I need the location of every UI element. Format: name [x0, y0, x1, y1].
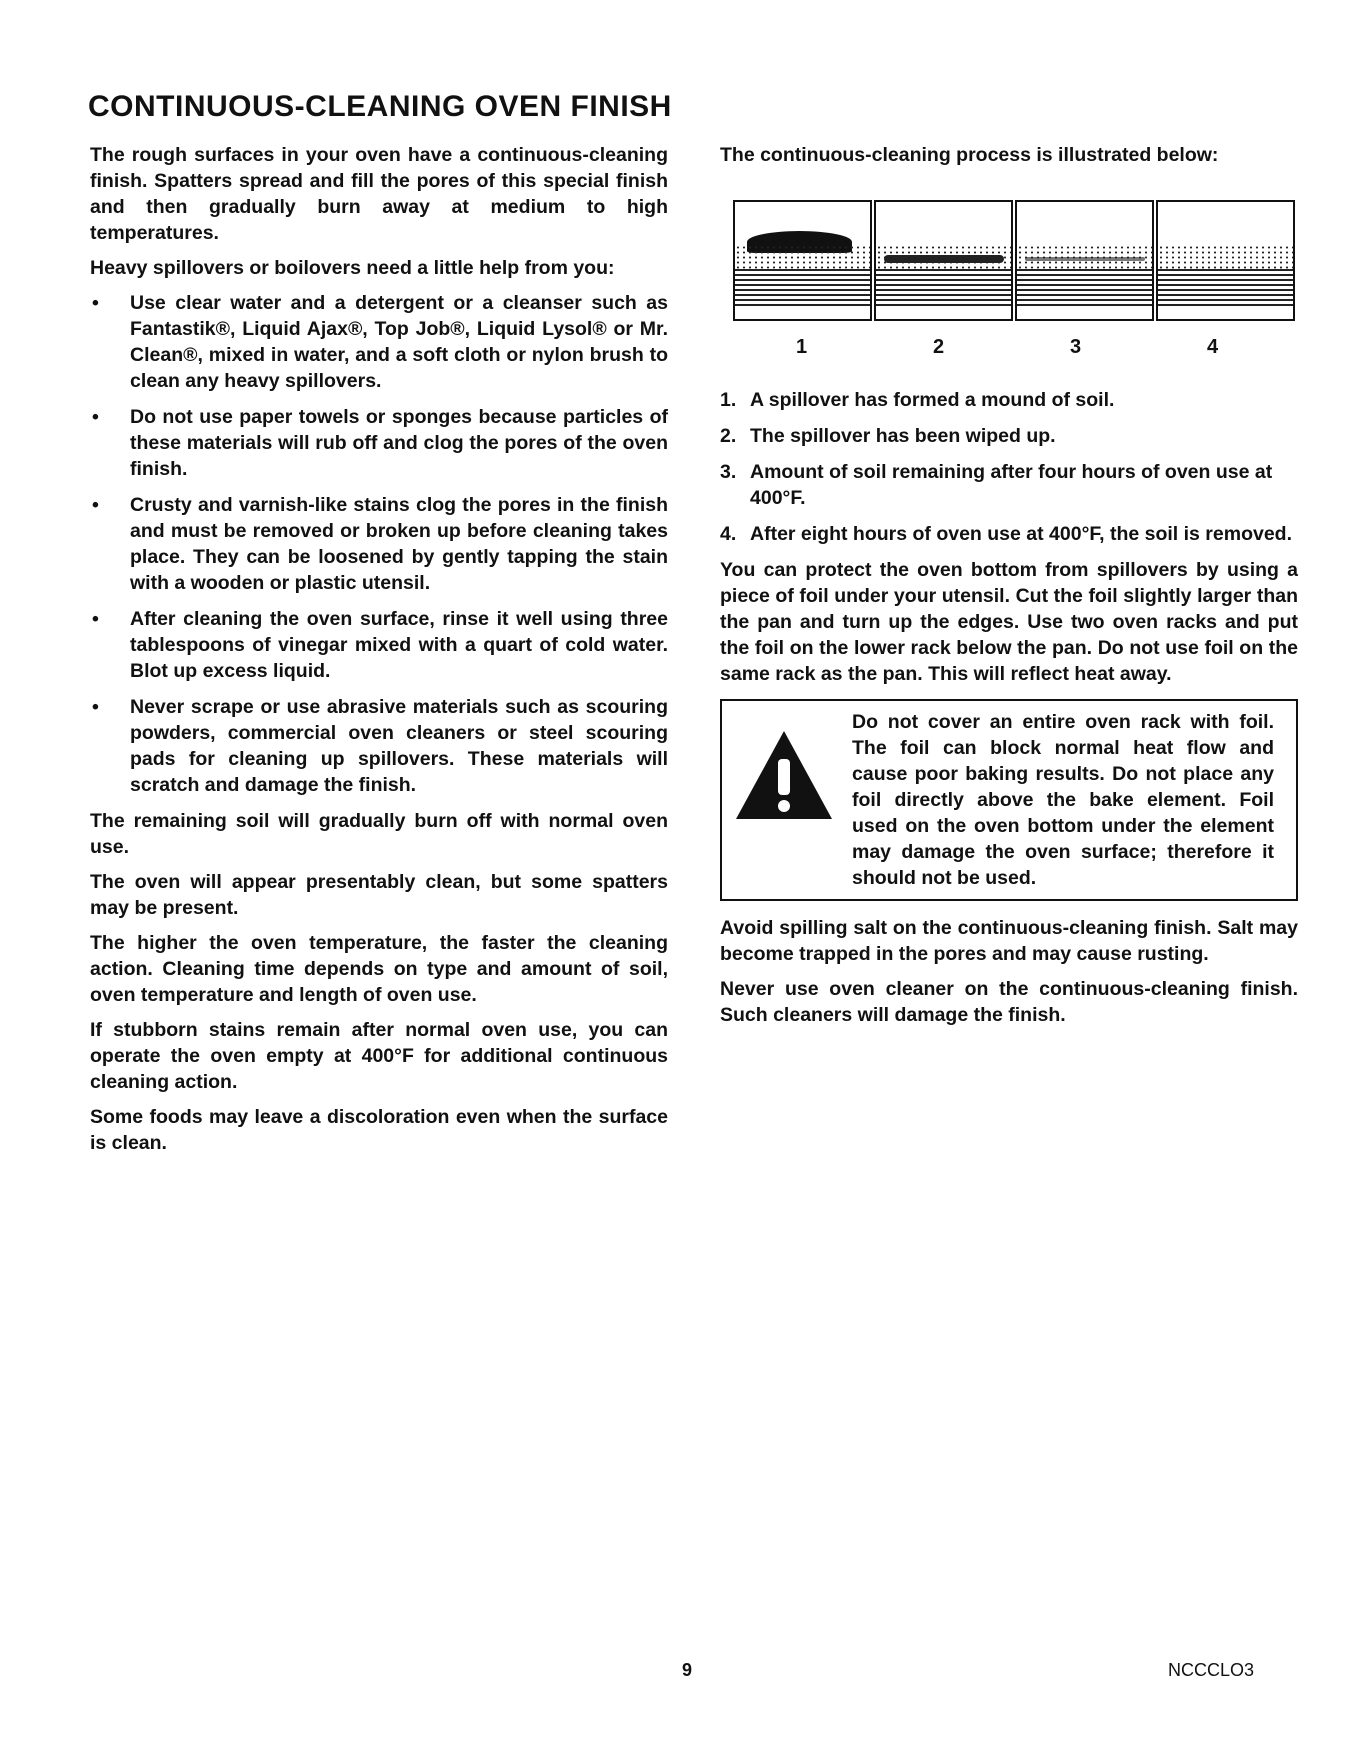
diagram-panel-1 — [733, 200, 872, 321]
step-number: 1. — [720, 389, 737, 411]
salt-paragraph: Avoid spilling salt on the continuous-cleaning finish. Salt may become trapped in the pores and may cause rusting. — [720, 917, 1298, 965]
step-text: After eight hours of oven use at 400°F, the soil is removed. — [750, 523, 1293, 545]
step-text: Amount of soil remaining after four hours of oven use at 400°F. — [750, 461, 1273, 509]
spillover-lead: Heavy spillovers or boilovers need a little help from you: — [90, 257, 615, 279]
list-item: • Never scrape or use abrasive materials such as scouring powders, commercial oven cleaners or steel scouring pads for cleaning up spillovers. These materials will scratch and damage the finish. — [90, 694, 668, 798]
warning-box — [720, 699, 1298, 901]
panel-number: 3 — [1069, 336, 1082, 358]
never-text: use oven cleaner on the continuous-cleaning finish. Such cleaners will damage the finish. — [720, 978, 1298, 1026]
finish-speckle — [1158, 245, 1293, 269]
list-item: • Use clear water and a detergent or a cleanser such as Fantastik®, Liquid Ajax®, Top Job®, Liquid Lysol® or Mr. Clean®, mixed in water, and a soft cloth or nylon brush to clean any heavy spillovers. — [90, 290, 668, 394]
panel-numbers — [733, 334, 1281, 360]
intro-paragraph: The rough surfaces in your oven have a continuous-cleaning finish. Spatters spread and fill the pores of this special finish and then gradually burn away at medium to high temperatures. — [90, 144, 668, 244]
paragraph: The oven will appear presentably clean, but some spatters may be present. — [90, 871, 668, 919]
warning-text: Do not cover an entire oven rack with foil. The foil can block normal heat flow and cause poor baking results. Do not place any foil directly above the bake element. Foil used on the oven bottom under the element may damage the oven surface; therefore it should not be used. — [852, 711, 1274, 889]
diagram-panel-4 — [1156, 200, 1295, 321]
list-item: • Do not use paper towels or sponges because particles of these materials will rub off and clog the pores of the oven finish. — [90, 404, 668, 482]
finish-layers — [1017, 269, 1152, 309]
foil-text: You can protect the oven bottom from spillovers by using a piece of foil under your utensil. Cut the foil slightly larger than the pan and turn up the edges. Use two oven racks and put the foil on the lower rack below the pan. — [720, 559, 1298, 659]
right-column — [720, 142, 1298, 1037]
list-item — [720, 387, 1298, 413]
list-item — [720, 521, 1298, 547]
process-steps-list — [720, 387, 1298, 547]
warning-triangle-icon — [734, 709, 852, 828]
finish-layers — [1158, 269, 1293, 309]
list-item — [720, 459, 1298, 511]
cleaning-process-diagram — [720, 192, 1298, 377]
paragraph: If stubborn stains remain after normal oven use, you can operate the oven empty at 400°F for additional continuous cleaning action. — [90, 1019, 668, 1093]
step-number: 2. — [720, 425, 737, 447]
page-title: CONTINUOUS-CLEANING OVEN FINISH — [88, 90, 672, 123]
page-number: 9 — [682, 1660, 693, 1680]
step-number: 4. — [720, 523, 737, 545]
paragraph: The higher the oven temperature, the faster the cleaning action. Cleaning time depends on type and amount of soil, oven temperature and length of oven use. — [90, 932, 668, 1006]
list-item: • After cleaning the oven surface, rinse it well using three tablespoons of vinegar mixed with a quart of cold water. Blot up excess liquid. — [90, 606, 668, 684]
panel-number: 4 — [1206, 336, 1219, 358]
finish-speckle — [1017, 245, 1152, 269]
list-item — [720, 423, 1298, 449]
document-code: NCCCLO3 — [1168, 1660, 1255, 1680]
never-emphasis: Never — [720, 978, 775, 1000]
finish-layers — [735, 269, 870, 309]
step-text: A spillover has formed a mound of soil. — [750, 389, 1115, 411]
step-number: 3. — [720, 461, 737, 483]
paragraph: The remaining soil will gradually burn off with normal oven use. — [90, 810, 668, 858]
diagram-panels — [733, 200, 1297, 321]
foil-paragraph — [720, 557, 1298, 687]
left-column — [90, 142, 668, 1165]
diagram-panel-2 — [874, 200, 1013, 321]
finish-layers — [876, 269, 1011, 309]
never-paragraph — [720, 976, 1298, 1028]
panel-number: 1 — [795, 336, 808, 358]
paragraph: Some foods may leave a discoloration even when the surface is clean. — [90, 1106, 668, 1154]
finish-speckle — [876, 245, 1011, 269]
illustration-intro: The continuous-cleaning process is illustrated below: — [720, 144, 1219, 166]
list-item: • Crusty and varnish-like stains clog the pores in the finish and must be removed or broken up before cleaning takes place. They can be loosened by gently tapping the stain with a wooden or plastic utensil. — [90, 492, 668, 596]
finish-speckle — [735, 245, 870, 269]
panel-number: 2 — [932, 336, 945, 358]
foil-caution: Do not use foil on the same rack as the pan. This will reflect heat away. — [720, 637, 1298, 685]
diagram-panel-3 — [1015, 200, 1154, 321]
cleaning-tips-list — [90, 290, 668, 798]
step-text: The spillover has been wiped up. — [750, 425, 1056, 447]
